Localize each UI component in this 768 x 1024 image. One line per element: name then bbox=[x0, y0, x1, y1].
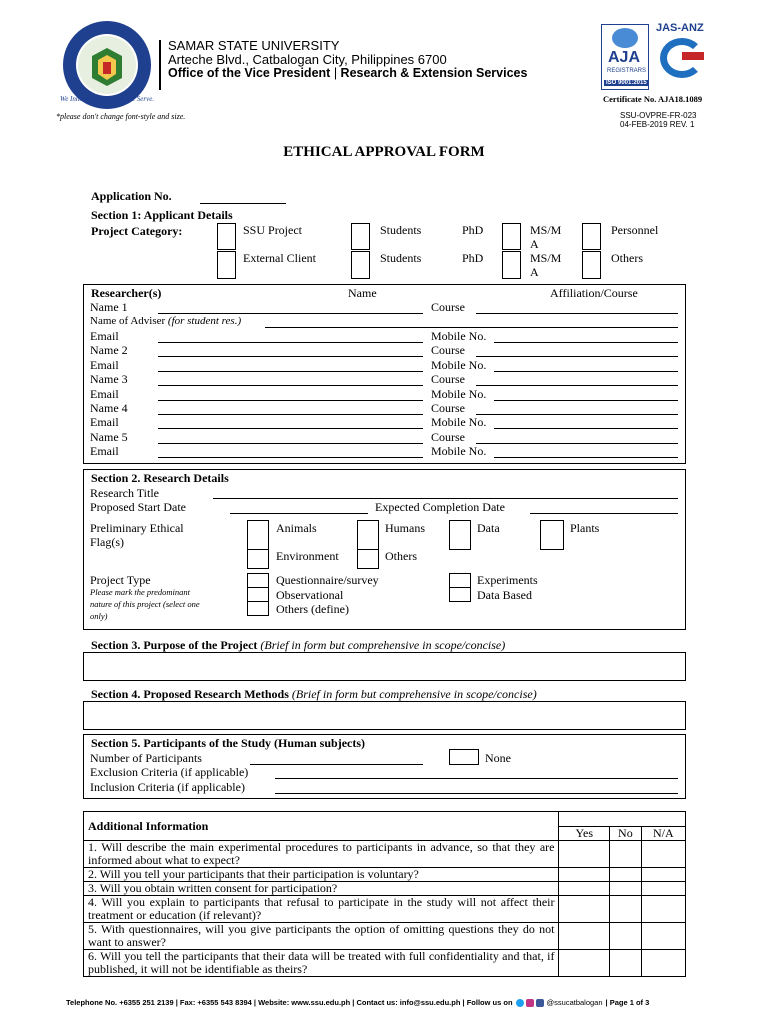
project-type-note-2: nature of this project (select one bbox=[90, 599, 200, 609]
course3-field[interactable] bbox=[476, 385, 678, 386]
table-row bbox=[84, 868, 686, 882]
answer-no-1[interactable] bbox=[610, 841, 642, 868]
section4-title: Section 4. Proposed Research Methods bbox=[91, 687, 289, 701]
category-msma-1b: A bbox=[530, 237, 539, 251]
social-icons bbox=[516, 999, 544, 1007]
section3-hint: (Brief in form but comprehensive in scope/concise) bbox=[260, 638, 506, 652]
completion-date-label: Expected Completion Date bbox=[375, 500, 505, 514]
mobile1-label: Mobile No. bbox=[431, 329, 487, 343]
type-observational: Observational bbox=[276, 588, 344, 602]
email2-label: Email bbox=[90, 358, 119, 372]
category-phd-2: PhD bbox=[462, 251, 484, 265]
table-row bbox=[84, 950, 686, 977]
answer-na-3[interactable] bbox=[641, 882, 685, 896]
ethical-flags-label-2: Flag(s) bbox=[90, 535, 124, 549]
checkbox-environment[interactable] bbox=[247, 549, 269, 569]
email5-field[interactable] bbox=[158, 457, 423, 458]
answer-na-4[interactable] bbox=[641, 896, 685, 923]
checkbox-others-flag[interactable] bbox=[357, 549, 379, 569]
answer-no-3[interactable] bbox=[610, 882, 642, 896]
footer-handle: @ssucatbalogan bbox=[546, 998, 603, 1007]
checkbox-plants[interactable] bbox=[540, 520, 564, 550]
section2-title: Section 2. Research Details bbox=[91, 471, 229, 485]
answer-na-1[interactable] bbox=[641, 841, 685, 868]
flag-humans: Humans bbox=[385, 521, 425, 535]
mobile5-label: Mobile No. bbox=[431, 444, 487, 458]
font-note: *please don't change font-style and size. bbox=[56, 112, 186, 121]
name2-label: Name 2 bbox=[90, 343, 128, 357]
flag-data: Data bbox=[477, 521, 500, 535]
footer-page: | Page 1 of 3 bbox=[605, 998, 650, 1007]
checkbox-msma-1[interactable] bbox=[582, 223, 601, 250]
office-name: Office of the Vice President bbox=[168, 66, 331, 80]
answer-yes-2[interactable] bbox=[559, 868, 610, 882]
checkbox-external-client[interactable] bbox=[217, 251, 236, 279]
mobile4-field[interactable] bbox=[494, 428, 678, 429]
researchers-title: Researcher(s) bbox=[91, 286, 162, 300]
course4-field[interactable] bbox=[476, 414, 678, 415]
category-msma-2: MS/M bbox=[530, 251, 562, 265]
university-address: Arteche Blvd., Catbalogan City, Philippines 6700 bbox=[168, 52, 447, 67]
application-label: Application No. bbox=[91, 189, 172, 203]
table-row bbox=[84, 923, 686, 950]
mobile2-label: Mobile No. bbox=[431, 358, 487, 372]
checkbox-animals[interactable] bbox=[247, 520, 269, 550]
course1-label: Course bbox=[431, 300, 465, 314]
mobile2-field[interactable] bbox=[494, 371, 678, 372]
participants-number-label: Number of Participants bbox=[90, 751, 202, 765]
purpose-field[interactable] bbox=[83, 652, 686, 681]
section4-heading bbox=[91, 687, 537, 702]
flag-others: Others bbox=[385, 549, 417, 563]
flag-plants: Plants bbox=[570, 521, 600, 535]
question-2: 2. Will you tell your participants that their participation is voluntary? bbox=[84, 868, 559, 882]
answer-no-5[interactable] bbox=[610, 923, 642, 950]
section4-hint: (Brief in form but comprehensive in scope/concise) bbox=[291, 687, 537, 701]
question-4: 4. Will you explain to participants that refusal to participate in the study will not affect their treatment or education (if relevant)? bbox=[84, 896, 559, 923]
mobile5-field[interactable] bbox=[494, 457, 678, 458]
table-header-row-1 bbox=[84, 812, 686, 827]
name1-label: Name 1 bbox=[90, 300, 128, 314]
answer-yes-1[interactable] bbox=[559, 841, 610, 868]
inclusion-field[interactable] bbox=[275, 793, 678, 794]
answer-no-4[interactable] bbox=[610, 896, 642, 923]
answer-yes-5[interactable] bbox=[559, 923, 610, 950]
inclusion-label: Inclusion Criteria (if applicable) bbox=[90, 780, 245, 794]
course5-field[interactable] bbox=[476, 443, 678, 444]
answer-na-2[interactable] bbox=[641, 868, 685, 882]
jas-anz-logo bbox=[654, 22, 710, 92]
participants-number-field[interactable] bbox=[250, 764, 423, 765]
form-title: ETHICAL APPROVAL FORM bbox=[283, 144, 485, 160]
section3-heading bbox=[91, 638, 505, 653]
flag-environment: Environment bbox=[276, 549, 339, 563]
category-students-1: Students bbox=[380, 223, 422, 237]
aja-registrars: REGISTRARS bbox=[607, 68, 647, 74]
flag-animals: Animals bbox=[276, 521, 317, 535]
checkbox-none[interactable] bbox=[449, 749, 479, 765]
category-phd-1: PhD bbox=[462, 223, 484, 237]
adviser-label bbox=[90, 315, 241, 327]
answer-no-6[interactable] bbox=[610, 950, 642, 977]
checkbox-students-2[interactable] bbox=[351, 251, 370, 279]
table-row bbox=[84, 841, 686, 868]
category-external-client: External Client bbox=[243, 251, 316, 265]
project-type-label: Project Type bbox=[90, 573, 151, 587]
checkbox-students-1[interactable] bbox=[351, 223, 370, 250]
email5-label: Email bbox=[90, 444, 119, 458]
checkbox-msma-2[interactable] bbox=[582, 251, 601, 279]
course2-field[interactable] bbox=[476, 356, 678, 357]
name4-field[interactable] bbox=[158, 414, 423, 415]
course1-field[interactable] bbox=[476, 313, 678, 314]
seal-tagline: We Innovate. We Build. We Serve. bbox=[60, 95, 155, 103]
jas-anz-bar bbox=[682, 52, 704, 60]
mobile3-field[interactable] bbox=[494, 400, 678, 401]
answer-na-6[interactable] bbox=[641, 950, 685, 977]
doc-revision: 04-FEB-2019 REV. 1 bbox=[620, 120, 695, 129]
university-name: SAMAR STATE UNIVERSITY bbox=[168, 38, 340, 53]
category-ssu-project: SSU Project bbox=[243, 223, 303, 237]
question-1: 1. Will describe the main experimental procedures to participants in advance, so that they are informed about what to expect? bbox=[84, 841, 559, 868]
email3-label: Email bbox=[90, 387, 119, 401]
header-divider bbox=[159, 40, 161, 90]
project-type-note-3: only) bbox=[90, 611, 108, 621]
name5-field[interactable] bbox=[158, 443, 423, 444]
email2-field[interactable] bbox=[158, 371, 423, 372]
category-msma-1: MS/M bbox=[530, 223, 562, 237]
checkbox-phd-1[interactable] bbox=[502, 223, 521, 250]
answer-yes-3[interactable] bbox=[559, 882, 610, 896]
research-title-field[interactable] bbox=[213, 498, 678, 499]
application-no-field[interactable] bbox=[200, 203, 286, 204]
category-students-2: Students bbox=[380, 251, 422, 265]
adviser-label-note: (for student res.) bbox=[167, 315, 242, 327]
researchers-box bbox=[83, 284, 686, 464]
name3-field[interactable] bbox=[158, 385, 423, 386]
aja-label: AJA bbox=[608, 49, 641, 66]
section3-title: Section 3. Purpose of the Project bbox=[91, 638, 258, 652]
certificate-number: Certificate No. AJA18.1089 bbox=[603, 94, 703, 104]
checkbox-humans[interactable] bbox=[357, 520, 379, 550]
answer-no-2[interactable] bbox=[610, 868, 642, 882]
checkbox-data[interactable] bbox=[449, 520, 471, 550]
office-separator: | bbox=[333, 66, 338, 80]
type-data-based: Data Based bbox=[477, 588, 532, 602]
name4-label: Name 4 bbox=[90, 401, 128, 415]
completion-date-field[interactable] bbox=[530, 513, 678, 514]
answer-yes-6[interactable] bbox=[559, 950, 610, 977]
category-msma-2b: A bbox=[530, 265, 539, 279]
instagram-icon[interactable] bbox=[526, 999, 534, 1007]
type-others: Others (define) bbox=[276, 602, 349, 616]
table-row bbox=[84, 896, 686, 923]
col-name-header: Name bbox=[348, 286, 377, 300]
checkbox-experiments[interactable] bbox=[449, 573, 471, 588]
checkbox-ssu-project[interactable] bbox=[217, 223, 236, 250]
checkbox-observational[interactable] bbox=[247, 587, 269, 602]
email4-field[interactable] bbox=[158, 428, 423, 429]
question-5: 5. With questionnaires, will you give participants the option of omitting questions they do not want to answer? bbox=[84, 923, 559, 950]
additional-info-table bbox=[83, 811, 686, 977]
col-yes: Yes bbox=[559, 826, 610, 841]
checkbox-others-type[interactable] bbox=[247, 601, 269, 616]
facebook-icon[interactable] bbox=[536, 999, 544, 1007]
table-row bbox=[84, 882, 686, 896]
name1-field[interactable] bbox=[158, 313, 423, 314]
doc-code: SSU-OVPRE-FR-023 bbox=[620, 111, 697, 120]
none-label: None bbox=[485, 751, 511, 765]
col-affiliation-header: Affiliation/Course bbox=[550, 286, 638, 300]
adviser-field[interactable] bbox=[265, 327, 678, 328]
globe-icon bbox=[612, 28, 638, 48]
course5-label: Course bbox=[431, 430, 465, 444]
email4-label: Email bbox=[90, 415, 119, 429]
aja-cert-logo bbox=[601, 24, 649, 90]
research-title-label: Research Title bbox=[90, 486, 159, 500]
section1-title: Section 1: Applicant Details bbox=[91, 208, 233, 222]
mobile3-label: Mobile No. bbox=[431, 387, 487, 401]
project-type-note-1: Please mark the predominant bbox=[90, 587, 191, 597]
office-line bbox=[168, 66, 527, 80]
mobile4-label: Mobile No. bbox=[431, 415, 487, 429]
category-others: Others bbox=[611, 251, 643, 265]
type-experiments: Experiments bbox=[477, 573, 538, 587]
checkbox-questionnaire[interactable] bbox=[247, 573, 269, 588]
name5-label: Name 5 bbox=[90, 430, 128, 444]
email1-field[interactable] bbox=[158, 342, 423, 343]
adviser-label-main: Name of Adviser bbox=[90, 315, 166, 327]
course3-label: Course bbox=[431, 372, 465, 386]
additional-info-title: Additional Information bbox=[84, 812, 559, 841]
office-unit: Research & Extension Services bbox=[340, 66, 528, 80]
answer-na-5[interactable] bbox=[641, 923, 685, 950]
email3-field[interactable] bbox=[158, 400, 423, 401]
footer-contact: Telephone No. +6355 251 2139 | Fax: +6355 543 8394 | Website: www.ssu.edu.ph | Contact us: info@ssu.edu.ph | Follow us on bbox=[66, 998, 513, 1007]
project-category-label: Project Category: bbox=[91, 224, 183, 238]
name3-label: Name 3 bbox=[90, 372, 128, 386]
section5-title: Section 5. Participants of the Study (Human subjects) bbox=[91, 736, 366, 750]
checkbox-phd-2[interactable] bbox=[502, 251, 521, 279]
email1-label: Email bbox=[90, 329, 119, 343]
mobile1-field[interactable] bbox=[494, 342, 678, 343]
question-3: 3. Will you obtain written consent for participation? bbox=[84, 882, 559, 896]
ethical-flags-label-1: Preliminary Ethical bbox=[90, 521, 184, 535]
name2-field[interactable] bbox=[158, 356, 423, 357]
footer bbox=[66, 998, 649, 1007]
start-date-field[interactable] bbox=[230, 513, 368, 514]
col-na: N/A bbox=[641, 826, 685, 841]
header-spacer bbox=[559, 812, 686, 827]
type-questionnaire: Questionnaire/survey bbox=[276, 573, 379, 587]
start-date-label: Proposed Start Date bbox=[90, 500, 186, 514]
category-personnel: Personnel bbox=[611, 223, 659, 237]
iso-label: ISO 9001:2015 bbox=[606, 80, 647, 86]
twitter-icon[interactable] bbox=[516, 999, 524, 1007]
jas-anz-label: JAS-ANZ bbox=[656, 22, 704, 34]
methods-field[interactable] bbox=[83, 701, 686, 730]
checkbox-data-based[interactable] bbox=[449, 587, 471, 602]
exclusion-label: Exclusion Criteria (if applicable) bbox=[90, 765, 249, 779]
question-6: 6. Will you tell the participants that their data will be treated with full confidentiality and that, if published, it will not be identifiable as theirs? bbox=[84, 950, 559, 977]
answer-yes-4[interactable] bbox=[559, 896, 610, 923]
course4-label: Course bbox=[431, 401, 465, 415]
exclusion-field[interactable] bbox=[275, 778, 678, 779]
col-no: No bbox=[610, 826, 642, 841]
course2-label: Course bbox=[431, 343, 465, 357]
